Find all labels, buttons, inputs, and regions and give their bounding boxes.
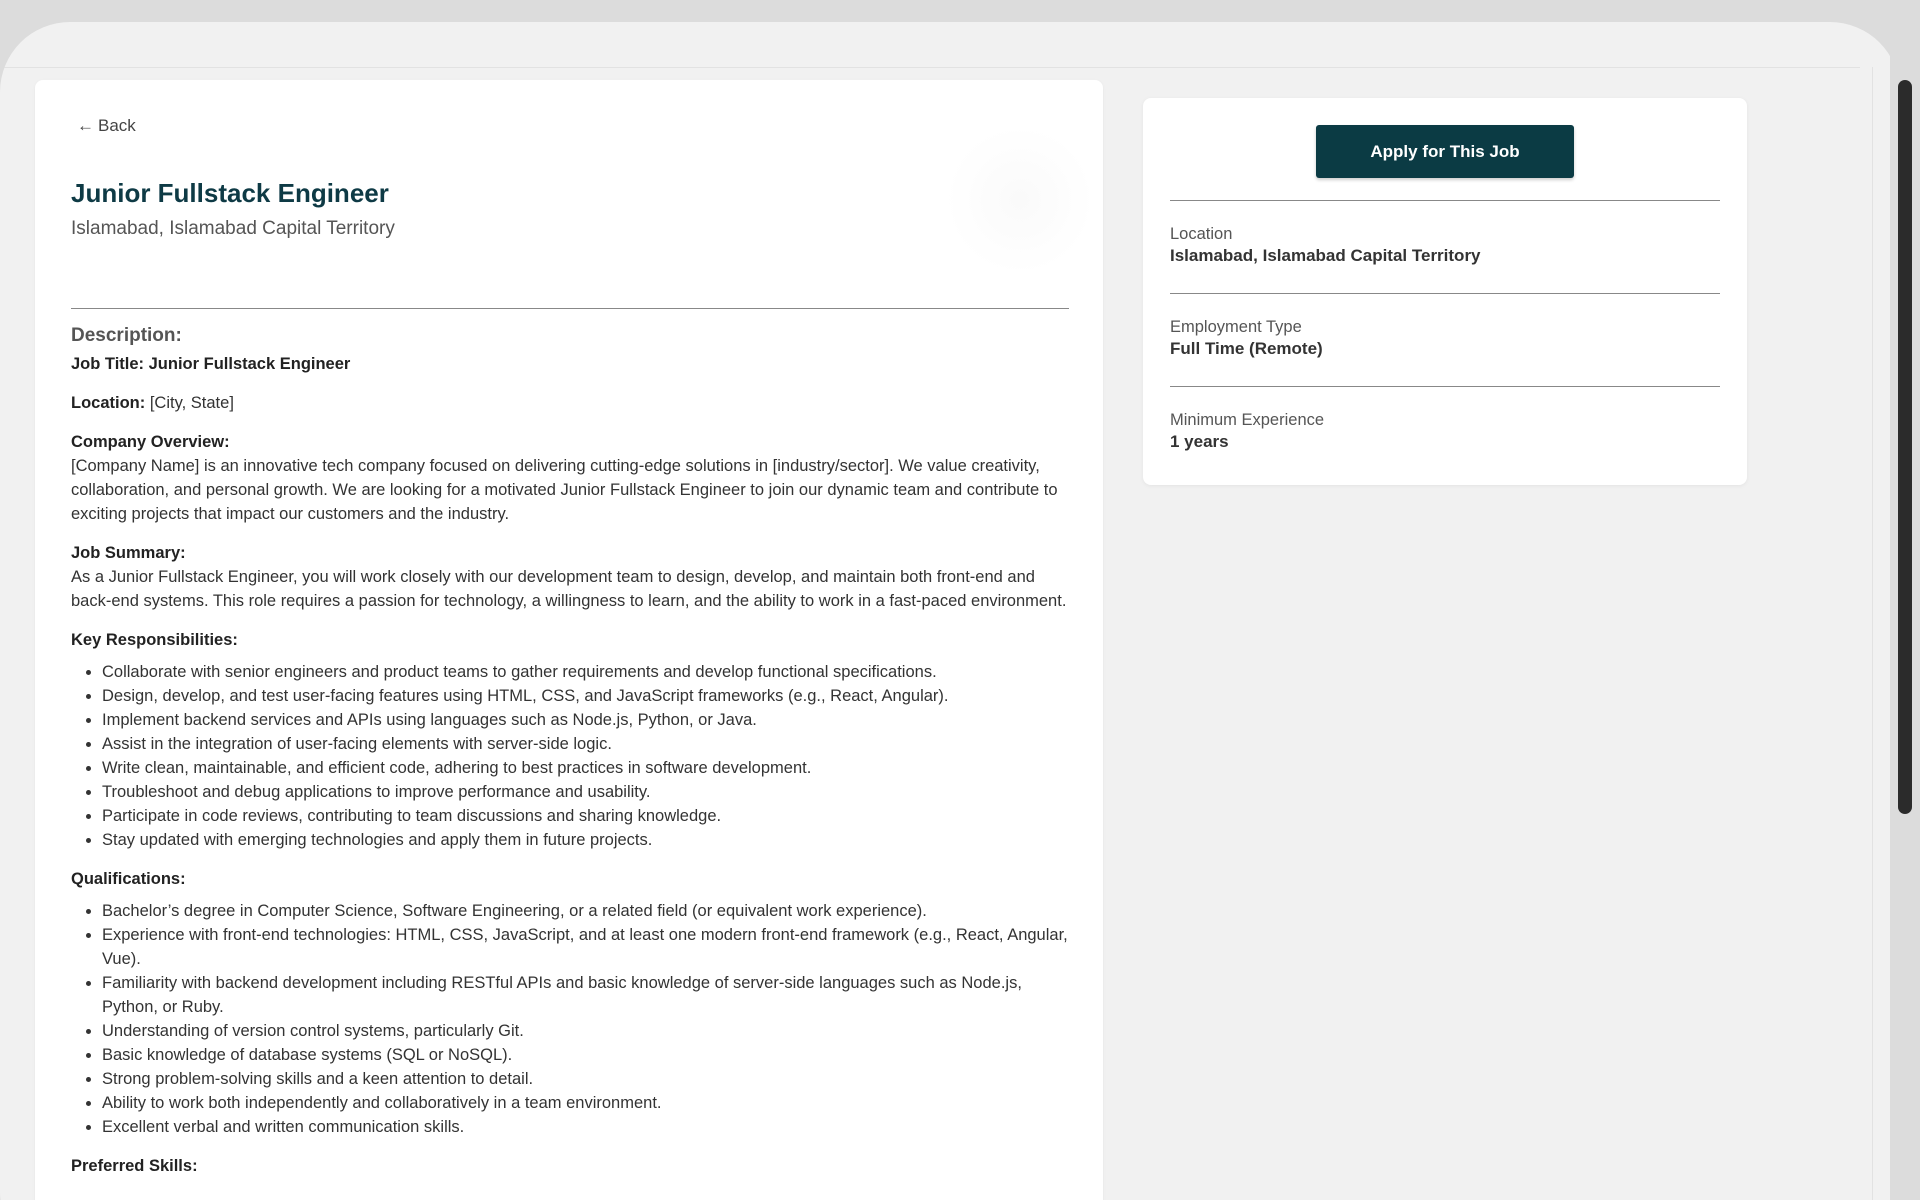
location-info	[1170, 200, 1720, 266]
list-item: • Understanding of version control systems, particularly Git.	[102, 1019, 1071, 1043]
list-item: • Experience with front-end technologies: HTML, CSS, JavaScript, and at least one modern front-end framework (e.g., React, Angular, Vue).	[102, 923, 1071, 971]
list-item: • Write clean, maintainable, and efficient code, adhering to best practices in software development.	[102, 756, 1071, 780]
list-item: • Stay updated with emerging technologies and apply them in future projects.	[102, 828, 1071, 852]
location-label: Location:	[71, 394, 146, 412]
scrollbar-thumb[interactable]	[1898, 80, 1912, 814]
location-info-label: Location	[1170, 225, 1233, 243]
responsibilities-heading: Key Responsibilities:	[71, 631, 238, 649]
location-value: [City, State]	[149, 394, 234, 412]
location-info-value: Islamabad, Islamabad Capital Territory	[1170, 246, 1481, 265]
responsibilities-list	[71, 660, 1071, 852]
list-item: • Collaborate with senior engineers and product teams to gather requirements and develop functional specifications.	[102, 660, 1071, 684]
job-location: Islamabad, Islamabad Capital Territory	[71, 218, 395, 239]
header-divider	[0, 67, 1860, 68]
list-item: • Strong problem-solving skills and a keen attention to detail.	[102, 1067, 1071, 1091]
list-item: • Design, develop, and test user-facing features using HTML, CSS, and JavaScript frameworks (e.g., React, Angular).	[102, 684, 1071, 708]
page-frame	[0, 22, 1900, 1200]
qualifications-list	[71, 899, 1071, 1139]
list-item: • Participate in code reviews, contributing to team discussions and sharing knowledge.	[102, 804, 1071, 828]
employment-type-label: Employment Type	[1170, 318, 1302, 336]
list-item: • Ability to work both independently and collaboratively in a team environment.	[102, 1091, 1071, 1115]
back-link[interactable]	[77, 116, 136, 136]
list-item: • Excellent verbal and written communication skills.	[102, 1115, 1071, 1139]
company-overview	[71, 430, 1071, 526]
location-line	[71, 391, 1071, 415]
list-item: • Assist in the integration of user-facing elements with server-side logic.	[102, 732, 1071, 756]
list-item: • Bachelor’s degree in Computer Science, Software Engineering, or a related field (or equivalent work experience).	[102, 899, 1071, 923]
job-title: Junior Fullstack Engineer	[71, 178, 389, 208]
left-arrow-icon: ←	[77, 116, 94, 135]
title-divider	[71, 308, 1069, 309]
job-title-line: Job Title: Junior Fullstack Engineer	[71, 355, 351, 373]
minimum-experience-value: 1 years	[1170, 432, 1229, 451]
employment-type-info	[1170, 293, 1720, 359]
minimum-experience-label: Minimum Experience	[1170, 411, 1325, 429]
list-item: • Troubleshoot and debug applications to improve performance and usability.	[102, 780, 1071, 804]
qualifications-heading: Qualifications:	[71, 870, 186, 888]
list-item: • Implement backend services and APIs using languages such as Node.js, Python, or Java.	[102, 708, 1071, 732]
job-description	[71, 324, 1071, 1193]
content-edge	[1872, 67, 1873, 1200]
description-heading: Description:	[71, 325, 182, 346]
list-item: • Familiarity with backend development including RESTful APIs and basic knowledge of server-side languages such as Node.js, Python, or Ruby.	[102, 971, 1071, 1019]
overview-label: Company Overview:	[71, 433, 230, 451]
job-summary	[71, 541, 1071, 613]
minimum-experience-info	[1170, 386, 1720, 452]
summary-text: As a Junior Fullstack Engineer, you will work closely with our development team to design, develop, and maintain both front-end and back-end systems. This role requires a passion for technology, a willingness to learn, and the ability to work in a fast-paced environment.	[71, 568, 1067, 610]
company-logo	[945, 125, 1095, 275]
job-details-card	[35, 80, 1103, 1200]
preferred-skills-heading: Preferred Skills:	[71, 1157, 198, 1175]
list-item: • Basic knowledge of database systems (SQL or NoSQL).	[102, 1043, 1071, 1067]
back-label: Back	[98, 116, 136, 135]
summary-label: Job Summary:	[71, 544, 186, 562]
apply-button[interactable]: Apply for This Job	[1316, 125, 1574, 178]
overview-text: [Company Name] is an innovative tech company focused on delivering cutting-edge solutions in [industry/sector]. We value creativity, collaboration, and personal growth. We are looking for a motivated Junior Fullstack Engineer to join our dynamic team and contribute to exciting projects that impact our customers and the industry.	[71, 457, 1058, 523]
job-summary-card	[1143, 98, 1747, 485]
employment-type-value: Full Time (Remote)	[1170, 339, 1323, 358]
